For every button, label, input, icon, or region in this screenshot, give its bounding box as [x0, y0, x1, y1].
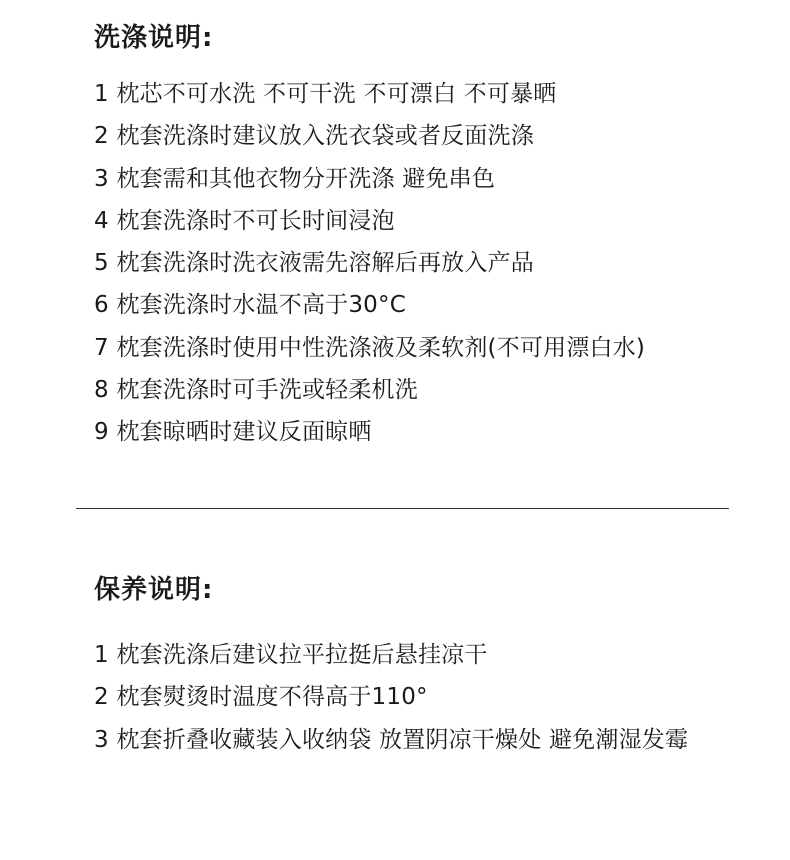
washing-instructions-section — [94, 20, 770, 454]
washing-instructions-title: 洗涤说明: — [94, 23, 214, 53]
washing-item-5: 5 枕套洗涤时洗衣液需先溶解后再放入产品 — [94, 250, 534, 277]
care-item-1: 1 枕套洗涤后建议拉平拉挺后悬挂凉干 — [94, 642, 488, 668]
washing-item-1: 1 枕芯不可水洗 不可干洗 不可漂白 不可暴晒 — [94, 81, 557, 107]
washing-item-2: 2 枕套洗涤时建议放入洗衣袋或者反面洗涤 — [94, 123, 534, 150]
washing-item-8: 8 枕套洗涤时可手洗或轻柔机洗 — [94, 377, 418, 404]
washing-item-7: 7 枕套洗涤时使用中性洗涤液及柔软剂(不可用漂白水) — [94, 334, 646, 361]
care-instructions-section — [94, 572, 770, 761]
washing-item-3: 3 枕套需和其他衣物分开洗涤 避免串色 — [94, 165, 496, 192]
care-instructions-list — [94, 634, 770, 761]
care-item-2: 2 枕套熨烫时温度不得高于110° — [94, 684, 428, 711]
washing-item-9: 9 枕套晾晒时建议反面晾晒 — [94, 419, 372, 446]
care-item-3: 3 枕套折叠收藏装入收纳袋 放置阴凉干燥处 避免潮湿发霉 — [94, 726, 689, 753]
section-divider — [76, 508, 729, 509]
washing-item-6: 6 枕套洗涤时水温不高于30°C — [94, 292, 406, 319]
care-instructions-title: 保养说明: — [94, 575, 214, 605]
washing-instructions-list — [94, 73, 770, 454]
washing-item-4: 4 枕套洗涤时不可长时间浸泡 — [94, 207, 395, 234]
